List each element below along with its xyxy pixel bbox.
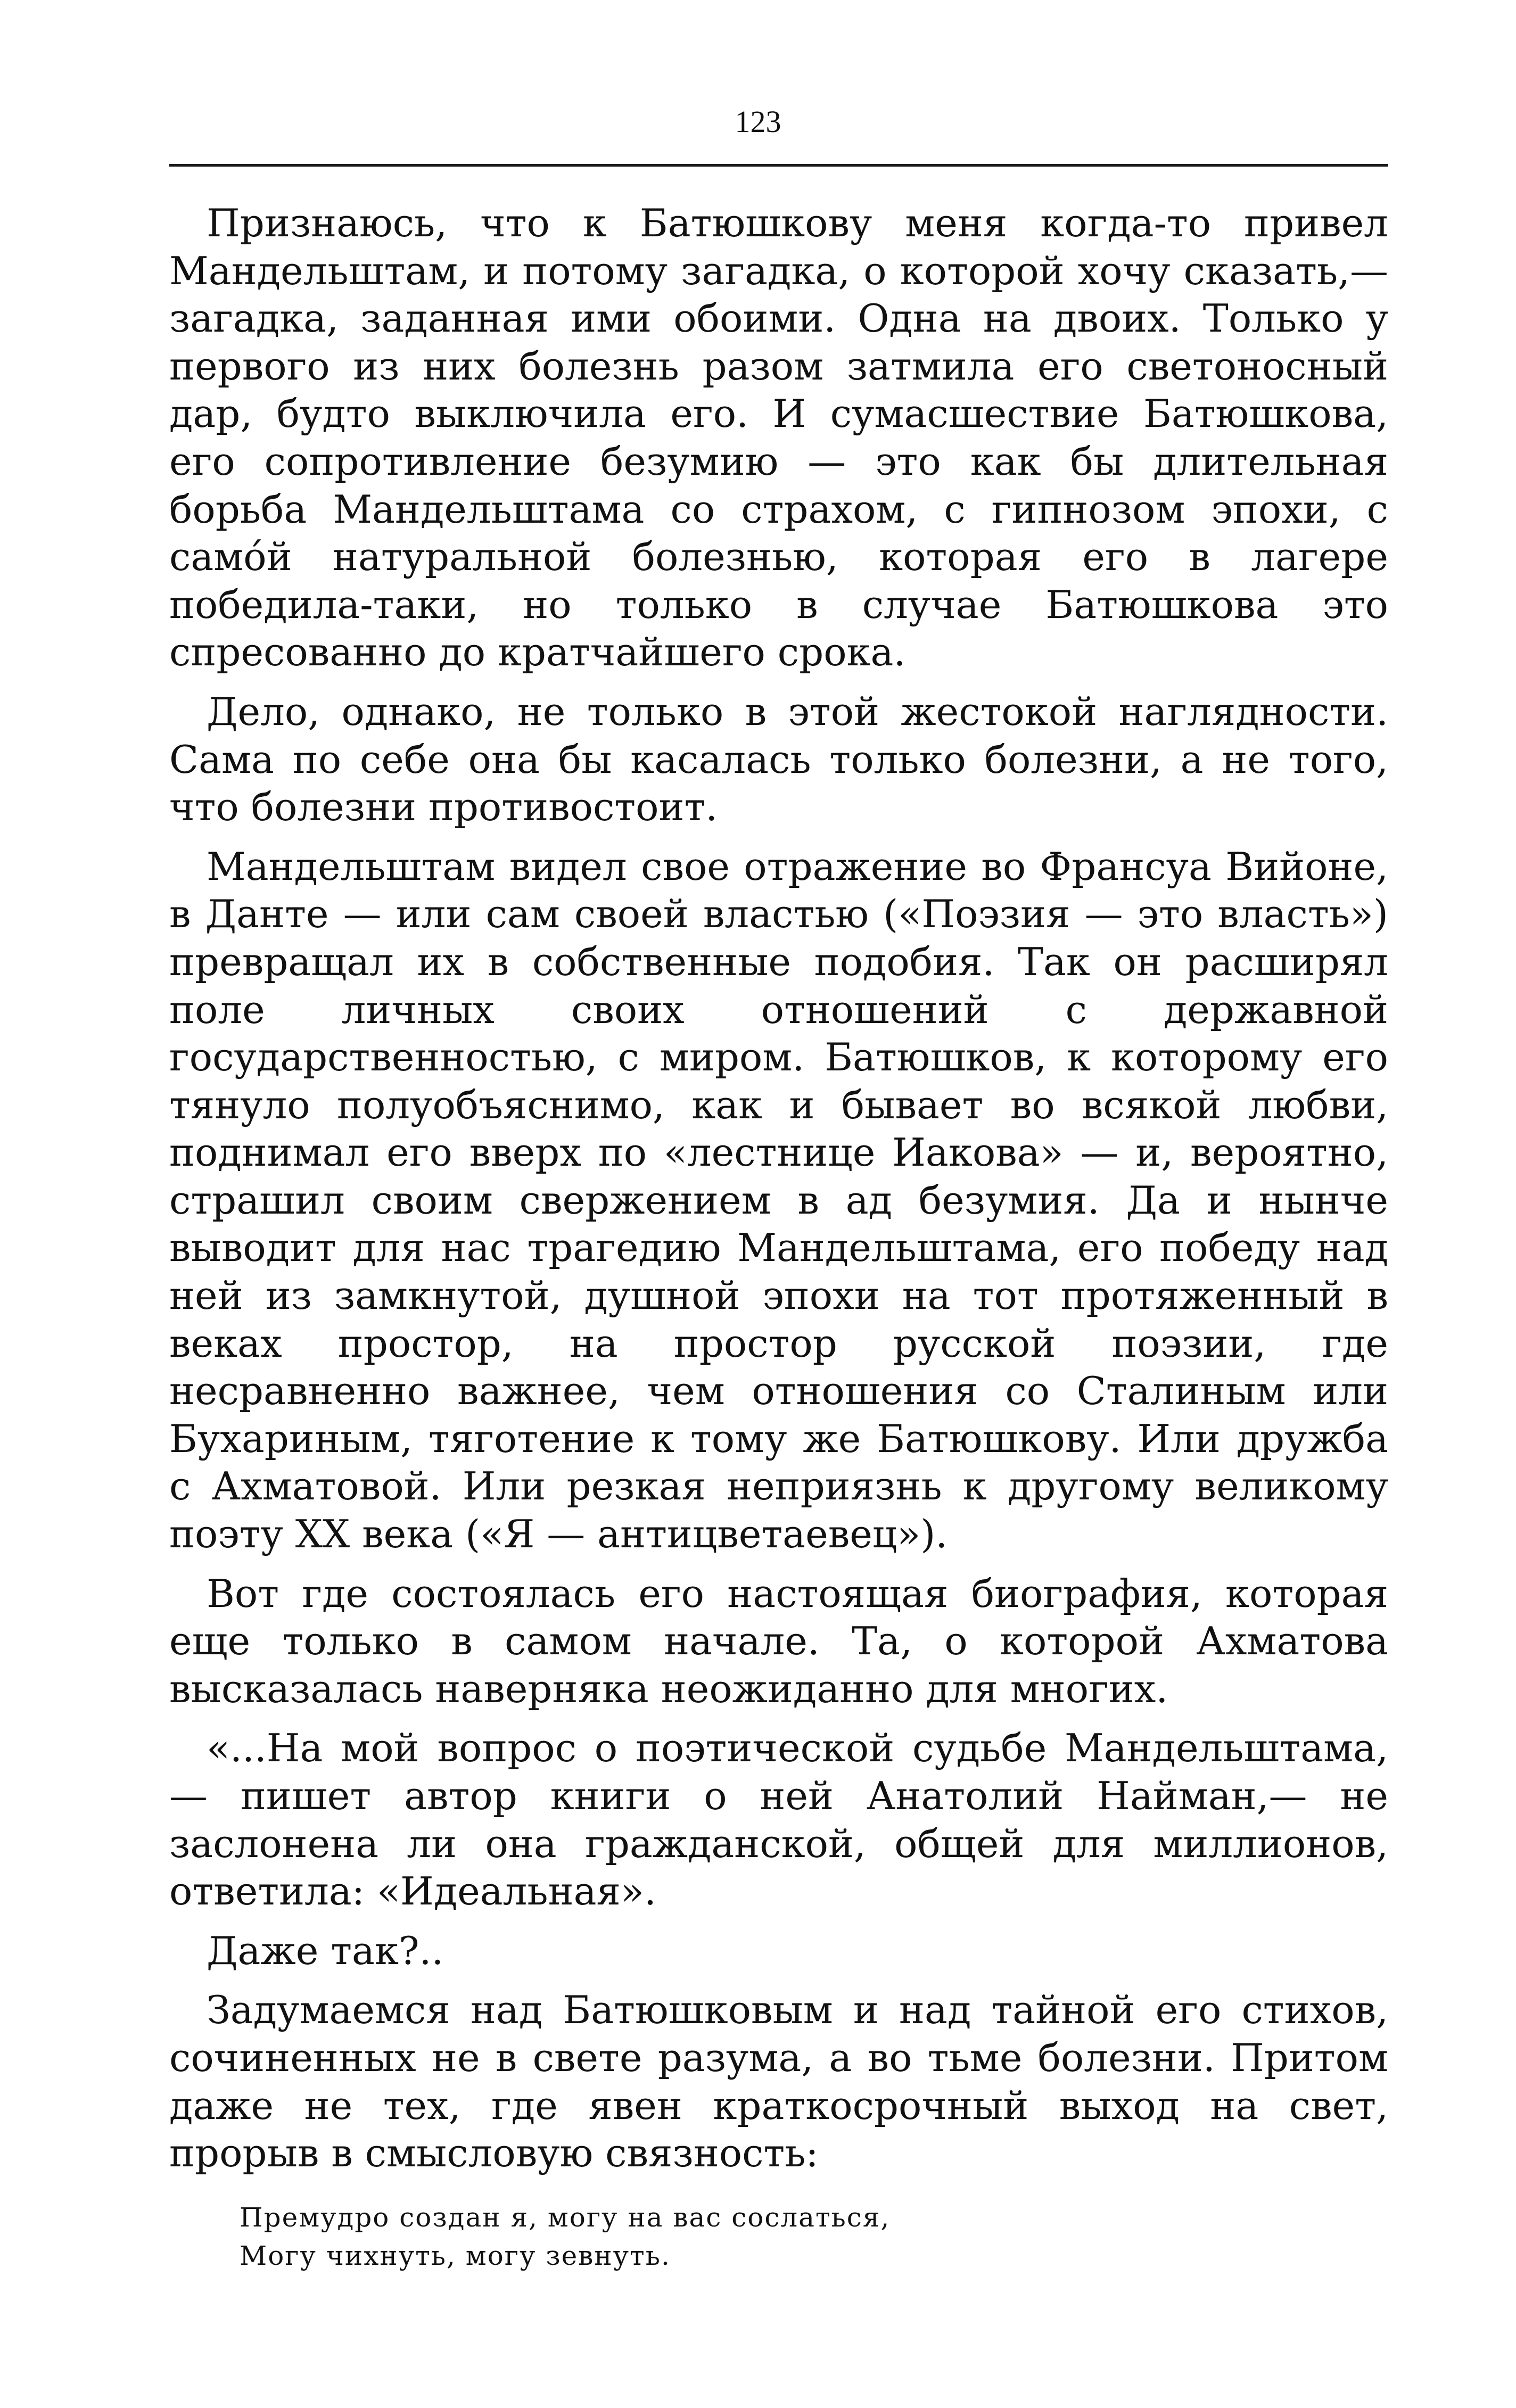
paragraph-7: Задумаемся над Батюшковым и над тайной его стихов, сочиненных не в свете разума, а во тьме болезни. Притом даже не тех, где явен краткосрочный выход на свет, прорыв в смысловую связность:	[169, 1988, 1388, 2176]
paragraph-2: Дело, однако, не только в этой жестокой наглядности. Сама по себе она бы касалась только болезни, а не того, что болезни противостоит.	[169, 689, 1388, 830]
page-number: 123	[735, 104, 781, 139]
paragraph-6: Даже так?..	[207, 1928, 444, 1973]
paragraph-4: Вот где состоялась его настоящая биография, которая еще только в самом начале. Та, о которой Ахматова высказалась наверняка неожиданно для многих.	[169, 1571, 1388, 1711]
paragraph-5-quotation: «...На мой вопрос о поэтической судьбе Мандельштама,— пишет автор книги о ней Анатолий Найман,— не заслонена ли она гражданской, общей для миллионов, ответила: «Идеальная».	[169, 1726, 1388, 1914]
verse-line-1: Премудро создан я, могу на вас сослаться,	[240, 2202, 891, 2233]
body-text	[169, 200, 1388, 2189]
paragraph-3: Мандельштам видел свое отражение во Франсуа Вийоне, в Данте — или сам своей властью («Поэзия — это власть») превращал их в собственные подобия. Так он расширял поле личных своих отношений с державной государственностью, с миром. Батюшков, к которому его тянуло полуобъяснимо, как и бывает во всякой любви, поднимал его вверх по «лестнице Иакова» — и, вероятно, страшил своим свержением в ад безумия. Да и нынче выводит для нас трагедию Мандельштама, его победу над ней из замкнутой, душной эпохи на тот протяженный в веках простор, на простор русской поэзии, где несравненно важнее, чем отношения со Сталиным или Бухариным, тяготение к тому же Батюшкову. Или дружба с Ахматовой. Или резкая неприязнь к другому великому поэту XX века («Я — антицветаевец»).	[169, 844, 1388, 1557]
paragraph-1: Признаюсь, что к Батюшкову меня когда-то привел Мандельштам, и потому загадка, о которой хочу сказать,— загадка, заданная ими обоими. Одна на двоих. Только у первого из них болезнь разом затмила его светоносный дар, будто выключила его. И сумасшествие Батюшкова, его сопротивление безумию — это как бы длительная борьба Мандельштама со страхом, с гипнозом эпохи, с само́й натуральной болезнью, которая его в лагере победила-таки, но только в случае Батюшкова это спресованно до кратчайшего срока.	[169, 201, 1388, 675]
verse-quotation	[240, 2198, 1357, 2275]
verse-line-2: Могу чихнуть, могу зевнуть.	[240, 2240, 671, 2271]
header-rule	[169, 164, 1388, 167]
